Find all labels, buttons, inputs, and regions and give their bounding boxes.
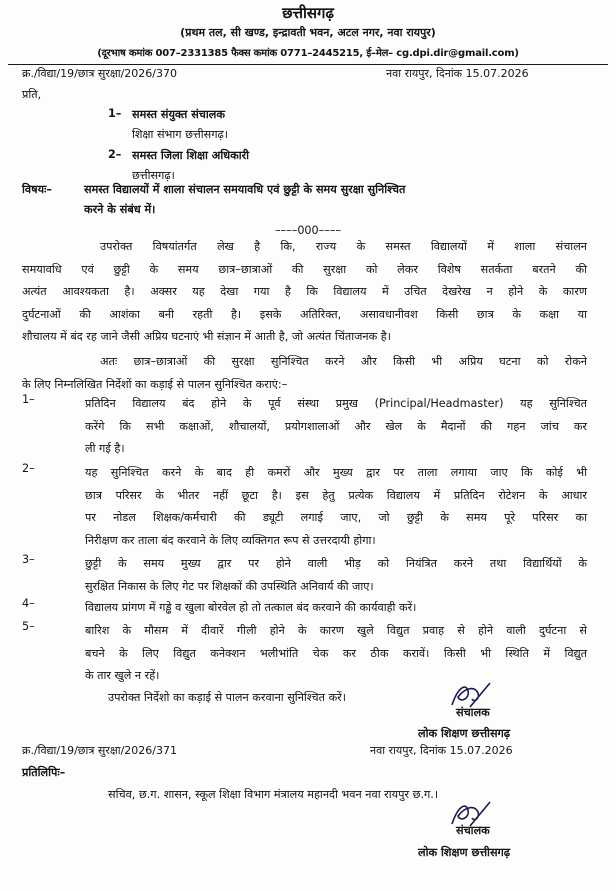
recipient-1-title: समस्त संयुक्त संचालक	[132, 108, 225, 121]
subject-label: विषयः–	[22, 183, 52, 196]
instruction-line: विद्यालय प्रांगण में गड्ढे व खुला बोरवेल हो तो तत्काल बंद करवाने की कार्यवाही करें।	[85, 601, 417, 614]
paragraph-line: अतः छात्र–छात्राओं की सुरक्षा सुनिश्चित करने और किसी भी अप्रिय घटना को रोकने	[100, 355, 587, 368]
instruction-line: ली गई है।	[85, 442, 125, 456]
instruction-line: बचने के लिए विद्युत कनेक्शन भलीभांति चेक कर ठीक करावें। किसी भी स्थिति में विद्युत	[85, 646, 587, 660]
instruction-line: यह सुनिश्चित करने के बाद ही कमरों और मुख्य द्वार पर ताला लगाया जाए कि कोई भी	[85, 466, 587, 479]
instruction-line: छुट्टी के समय मुख्य द्वार पर होने वाली भीड़ को नियंत्रित करने तथा विद्यार्थियों के	[85, 557, 587, 570]
instruction-5-number: 5–	[22, 620, 35, 633]
instruction-4	[85, 597, 587, 620]
signature-2-designation: संचालक	[456, 824, 490, 837]
reference-2-date: नवा रायपुर, दिनांक 15.07.2026	[370, 744, 513, 757]
instruction-line: के तार खुले न रहें।	[85, 669, 160, 683]
body-paragraph-1	[22, 236, 587, 349]
instruction-3	[85, 553, 587, 598]
instruction-line: करेंगे कि सभी कक्षाओं, शौचालयों, प्रयोगशालाओं और खेल के मैदानों की गहन जांच कर	[85, 419, 587, 433]
header-rule	[8, 64, 608, 65]
recipient-2-office: छत्तीसगढ़।	[132, 169, 175, 182]
subject-line-2: करने के संबंध में।	[84, 203, 156, 216]
reference-number: क्र./विद्या/19/छात्र सुरक्षा/2026/370	[22, 67, 178, 80]
instruction-line: छात्र परिसर के भीतर नहीं छूटा है। इस हेतु प्रत्येक विद्यालय में प्रतिदिन रोटेशन के आधार	[85, 488, 587, 502]
letterhead-title: छत्तीसगढ़	[282, 4, 334, 22]
signature-1-office: लोक शिक्षण छत्तीसगढ़	[418, 727, 511, 740]
instruction-line: प्रतिदिन विद्यालय बंद होने के पूर्व संस्था प्रमुख (Principal/Headmaster) यह सुनिश्चित	[85, 397, 587, 410]
instruction-5	[85, 620, 587, 688]
divider: ––––000––––	[274, 224, 342, 237]
paragraph-line: के लिए निम्नलिखित निर्देशों का कड़ाई से पालन सुनिश्चित कराएं:–	[22, 377, 288, 391]
instruction-1-number: 1–	[22, 393, 35, 406]
paragraph-line: शौचालय में बंद रह जाने जैसी अप्रिय घटनाएं भी संज्ञान में आती है, जो अत्यंत चिंताजनक है।	[22, 330, 391, 344]
to-label: प्रति,	[22, 88, 42, 101]
instruction-2-number: 2–	[22, 462, 35, 475]
instruction-line: सुरक्षित निकास के लिए गेट पर शिक्षकों की उपस्थिति अनिवार्य की जाए।	[85, 579, 374, 593]
recipient-2-title: समस्त जिला शिक्षा अधिकारी	[132, 149, 250, 162]
signature-1-designation: संचालक	[456, 706, 490, 719]
instruction-4-number: 4–	[22, 597, 35, 610]
letterhead-address: (प्रथम तल, सी खण्ड, इन्द्रावती भवन, अटल नगर, नवा रायपुर)	[180, 26, 436, 39]
recipient-1-number: 1–	[108, 107, 122, 120]
instruction-line: निरीक्षण कर ताला बंद करवाने के लिए व्यक्तिगत रूप से उत्तरदायी होगा।	[85, 533, 376, 547]
instruction-3-number: 3–	[22, 553, 35, 566]
instruction-line: बारिश के मौसम में दीवारें गीली होने के कारण खुले विद्युत प्रवाह से होने वाली दुर्घटना से	[85, 624, 587, 637]
instruction-2	[85, 462, 587, 552]
reference-date: नवा रायपुर, दिनांक 15.07.2026	[386, 67, 529, 80]
paragraph-line: अत्यंत आवश्यकता है। अक्सर यह देखा गया है कि विद्यालय में उचित देखरेख न होने के कारण	[22, 285, 587, 299]
paragraph-line: उपरोक्त विषयांतर्गत लेख है कि, राज्य के समस्त विद्यालयों में शाला संचालन	[100, 240, 587, 253]
copy-recipient: सचिव, छ.ग. शासन, स्कूल शिक्षा विभाग मंत्रालय महानदी भवन नवा रायपुर छ.ग.।	[108, 788, 439, 801]
subject-line-1: समस्त विद्यालयों में शाला संचालन समयावधि एवं छुट्टी के समय सुरक्षा सुनिश्चित	[84, 183, 406, 196]
instruction-line: पर नोडल शिक्षक/कर्मचारी की ड्यूटी लगाई जाए, जो छुट्टी के समय पूरे परिसर का	[85, 511, 587, 525]
copy-label: प्रतिलिपिः–	[22, 766, 66, 779]
paragraph-line: समयावधि एवं छुट्टी के समय छात्र–छात्राओं की सुरक्षा को लेकर विशेष सतर्कता बरतने की	[22, 262, 587, 276]
body-paragraph-2	[22, 351, 587, 396]
recipient-2-number: 2–	[108, 148, 122, 161]
letterhead-contact: (दूरभाष कमांक 007–2331385 फैक्स कमांक 0771–2445215, ई–मेल– cg.dpi.dir@gmail.com)	[97, 48, 519, 59]
recipient-1-office: शिक्षा संभाग छत्तीसगढ़।	[132, 128, 229, 141]
instruction-1	[85, 393, 587, 461]
paragraph-line: दुर्घटनाओं की आशंका बनी रहती है। इसके अतिरिक्त, असावधानीवश किसी छात्र के कक्षा या	[22, 307, 587, 321]
closing-line: उपरोक्त निर्देशो का कड़ाई से पालन करवाना सुनिश्चित करें।	[108, 691, 347, 704]
signature-2-office: लोक शिक्षण छत्तीसगढ़	[418, 846, 511, 859]
reference-2-number: क्र./विद्या/19/छात्र सुरक्षा/2026/371	[22, 744, 178, 757]
